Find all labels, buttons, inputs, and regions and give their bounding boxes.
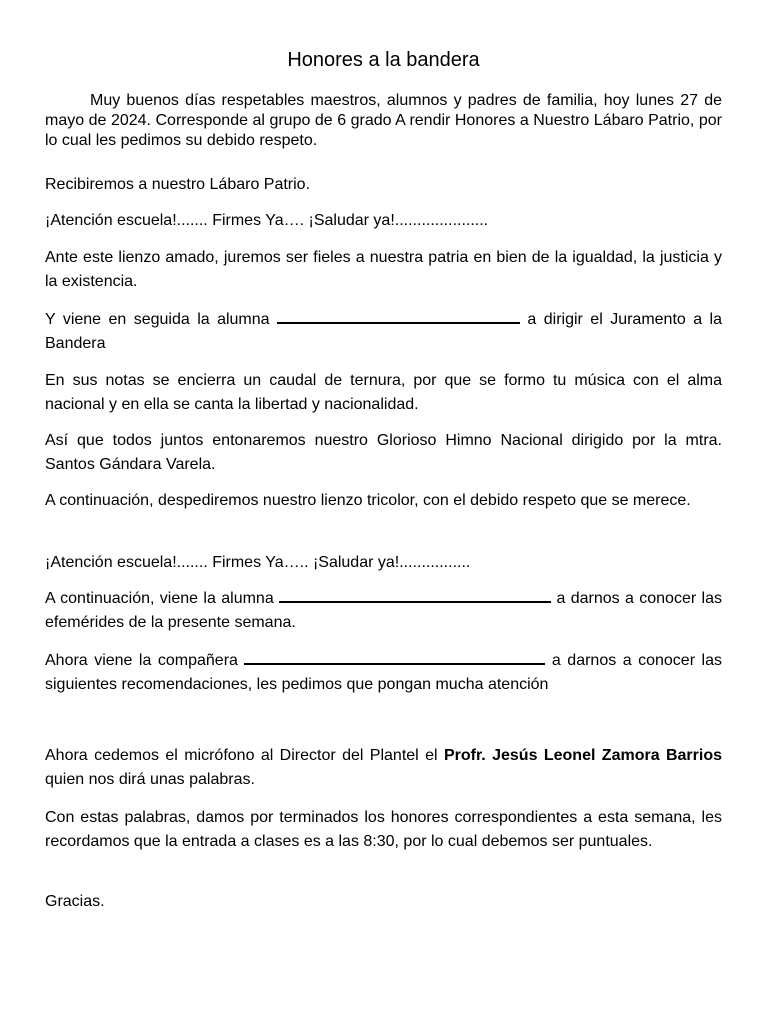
paragraph-anthem: Así que todos juntos entonaremos nuestro Glorioso Himno Nacional dirigido por la mtra. Santos Gándara Varela. — [45, 432, 722, 473]
document-title: Honores a la bandera — [287, 49, 480, 71]
paragraph-oath-intro: Ante este lienzo amado, juremos ser fieles a nuestra patria en bien de la igualdad, la justicia y la existencia. — [45, 249, 722, 290]
paragraph-text: Ahora viene la compañera — [45, 652, 245, 669]
paragraph-attention-1: ¡Atención escuela!....... Firmes Ya…. ¡Saludar ya!..................... — [45, 212, 489, 229]
paragraph-greeting: Muy buenos días respetables maestros, alumnos y padres de familia, hoy lunes 27 de mayo de 2024. Corresponde al grupo de 6 grado A rendir Honores a Nuestro Lábaro Patrio, por lo cual les pedimos su debido respeto. — [45, 92, 722, 149]
paragraph-ephemerides — [45, 587, 722, 635]
paragraph-thanks: Gracias. — [45, 893, 105, 910]
name-blank-line — [279, 587, 551, 603]
director-name: Profr. Jesús Leonel Zamora Barrios — [443, 747, 722, 764]
name-blank-line — [244, 649, 545, 665]
paragraph-text: Y viene en seguida la alumna — [45, 311, 277, 328]
paragraph-oath-student — [45, 308, 722, 356]
paragraph-text: quien nos dirá unas palabras. — [45, 771, 255, 788]
paragraph-anthem-intro: En sus notas se encierra un caudal de ternura, por que se formo tu música con el alma nacional y en ella se canta la libertad y nacionalidad. — [45, 372, 722, 413]
paragraph-receive-flag: Recibiremos a nuestro Lábaro Patrio. — [45, 176, 311, 193]
paragraph-closing: Con estas palabras, damos por terminados los honores correspondientes a esta semana, les recordamos que la entrada a clases es a las 8:30, por lo cual debemos ser puntuales. — [45, 809, 722, 850]
paragraph-attention-2: ¡Atención escuela!....... Firmes Ya….. ¡Saludar ya!................ — [45, 554, 471, 571]
paragraph-text: Ahora cedemos el micrófono al Director del Plantel el — [45, 747, 444, 764]
paragraph-text: a darnos a conocer las siguientes recomendaciones, les pedimos que pongan mucha atención — [45, 652, 722, 693]
paragraph-text: A continuación, viene la alumna — [45, 590, 280, 607]
paragraph-recommendations — [45, 649, 722, 697]
paragraph-farewell-flag: A continuación, despediremos nuestro lienzo tricolor, con el debido respeto que se merece. — [45, 492, 691, 509]
paragraph-director — [45, 744, 722, 792]
name-blank-line — [277, 308, 520, 324]
paragraph-text: a darnos a conocer las efemérides de la presente semana. — [45, 590, 722, 631]
paragraph-text: a dirigir el Juramento a la Bandera — [45, 311, 723, 352]
